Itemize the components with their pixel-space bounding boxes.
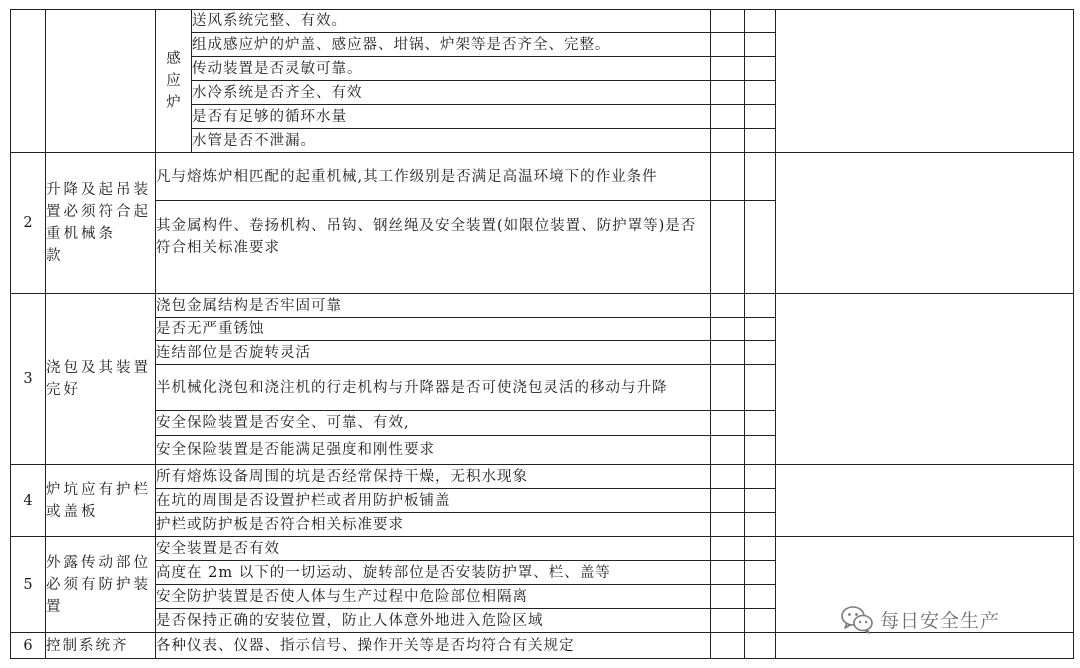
safety-checklist-table xyxy=(10,9,1074,659)
check-cell[interactable] xyxy=(711,633,745,659)
sub-category-label: 感 应 炉 xyxy=(166,51,181,111)
check-cell[interactable] xyxy=(745,10,776,33)
check-item: 安全装置是否有效 xyxy=(156,537,711,561)
check-item: 护栏或防护板是否符合相关标准要求 xyxy=(156,513,711,537)
check-cell[interactable] xyxy=(711,609,745,633)
check-cell[interactable] xyxy=(711,489,745,513)
watermark xyxy=(840,604,1000,634)
check-cell[interactable] xyxy=(711,294,745,318)
check-cell[interactable] xyxy=(711,561,745,585)
check-cell[interactable] xyxy=(745,411,776,436)
remark-cell[interactable] xyxy=(776,633,1074,659)
category-label: 炉坑应有护栏或盖板 xyxy=(46,465,156,537)
check-cell[interactable] xyxy=(745,341,776,365)
table-row xyxy=(11,294,1074,318)
check-item: 水管是否不泄漏。 xyxy=(192,129,711,153)
check-cell[interactable] xyxy=(745,489,776,513)
check-cell[interactable] xyxy=(711,465,745,489)
table-row xyxy=(11,537,1074,561)
check-cell[interactable] xyxy=(711,318,745,341)
row-number: 2 xyxy=(11,153,46,294)
remark-cell[interactable] xyxy=(776,465,1074,537)
check-cell[interactable] xyxy=(745,465,776,489)
check-item: 高度在 2m 以下的一切运动、旋转部位是否安装防护罩、栏、盖等 xyxy=(156,561,711,585)
check-item: 送风系统完整、有效。 xyxy=(192,10,711,33)
table-row xyxy=(11,10,1074,33)
row-number: 5 xyxy=(11,537,46,633)
check-item: 半机械化浇包和浇注机的行走机构与升降器是否可使浇包灵活的移动与升降 xyxy=(156,365,711,411)
check-cell[interactable] xyxy=(745,609,776,633)
check-cell[interactable] xyxy=(711,129,745,153)
check-item: 各种仪表、仪器、指示信号、操作开关等是否均符合有关规定 xyxy=(156,633,711,659)
remark-cell[interactable] xyxy=(776,153,1074,294)
category-label: 浇包及其装置完好 xyxy=(46,294,156,465)
check-cell[interactable] xyxy=(711,513,745,537)
category-label: 升降及起吊装置必须符合起重机械条 款 xyxy=(46,153,156,294)
check-cell[interactable] xyxy=(745,585,776,609)
check-item: 是否保持正确的安装位置，防止人体意外地进入危险区域 xyxy=(156,609,711,633)
check-item: 浇包金属结构是否牢固可靠 xyxy=(156,294,711,318)
check-item: 安全保险装置是否安全、可靠、有效, xyxy=(156,411,711,436)
category-label: 控制系统齐 xyxy=(46,633,156,659)
check-item: 安全保险装置是否能满足强度和刚性要求 xyxy=(156,436,711,465)
check-cell[interactable] xyxy=(711,81,745,105)
check-item: 是否无严重锈蚀 xyxy=(156,318,711,341)
table-row xyxy=(11,465,1074,489)
table-row xyxy=(11,633,1074,659)
check-cell[interactable] xyxy=(711,153,745,201)
check-cell[interactable] xyxy=(745,513,776,537)
check-cell[interactable] xyxy=(711,585,745,609)
check-cell[interactable] xyxy=(745,153,776,201)
check-item: 在坑的周围是否设置护栏或者用防护板铺盖 xyxy=(156,489,711,513)
check-cell[interactable] xyxy=(745,57,776,81)
check-cell[interactable] xyxy=(745,201,776,294)
check-cell[interactable] xyxy=(711,33,745,57)
table-row xyxy=(11,153,1074,201)
remark-cell[interactable] xyxy=(776,294,1074,465)
check-cell[interactable] xyxy=(711,10,745,33)
check-cell[interactable] xyxy=(711,411,745,436)
check-cell[interactable] xyxy=(711,57,745,81)
check-cell[interactable] xyxy=(745,129,776,153)
row-number: 6 xyxy=(11,633,46,659)
row-number: 3 xyxy=(11,294,46,465)
check-item: 传动装置是否灵敏可靠。 xyxy=(192,57,711,81)
check-cell[interactable] xyxy=(745,294,776,318)
check-cell[interactable] xyxy=(711,365,745,411)
check-cell[interactable] xyxy=(745,105,776,129)
check-item: 连结部位是否旋转灵活 xyxy=(156,341,711,365)
check-item: 其金属构件、卷扬机构、吊钩、钢丝绳及安全装置(如限位装置、防护罩等)是否符合相关标准要求 xyxy=(156,201,711,294)
watermark-text: 每日安全生产 xyxy=(880,609,1001,632)
check-cell[interactable] xyxy=(745,537,776,561)
check-item: 安全防护装置是否使人体与生产过程中危险部位相隔离 xyxy=(156,585,711,609)
check-item: 组成感应炉的炉盖、感应器、坩锅、炉架等是否齐全、完整。 xyxy=(192,33,711,57)
check-item: 凡与熔炼炉相匹配的起重机械,其工作级别是否满足高温环境下的作业条件 xyxy=(156,153,711,201)
check-cell[interactable] xyxy=(745,561,776,585)
check-cell[interactable] xyxy=(745,33,776,57)
remark-cell[interactable] xyxy=(776,10,1074,153)
check-cell[interactable] xyxy=(711,436,745,465)
sub-category-cell xyxy=(156,10,192,153)
row-number: 4 xyxy=(11,465,46,537)
category-cell xyxy=(46,10,156,153)
check-cell[interactable] xyxy=(745,81,776,105)
row-number-cell xyxy=(11,10,46,153)
check-cell[interactable] xyxy=(711,201,745,294)
wechat-icon xyxy=(840,604,874,634)
check-cell[interactable] xyxy=(711,105,745,129)
check-cell[interactable] xyxy=(745,436,776,465)
check-cell[interactable] xyxy=(745,633,776,659)
check-item: 所有熔炼设备周围的坑是否经常保持干燥，无积水现象 xyxy=(156,465,711,489)
category-label: 外露传动部位必须有防护装置 xyxy=(46,537,156,633)
check-cell[interactable] xyxy=(711,341,745,365)
check-cell[interactable] xyxy=(711,537,745,561)
check-cell[interactable] xyxy=(745,318,776,341)
check-cell[interactable] xyxy=(745,365,776,411)
check-item: 水冷系统是否齐全、有效 xyxy=(192,81,711,105)
check-item: 是否有足够的循环水量 xyxy=(192,105,711,129)
